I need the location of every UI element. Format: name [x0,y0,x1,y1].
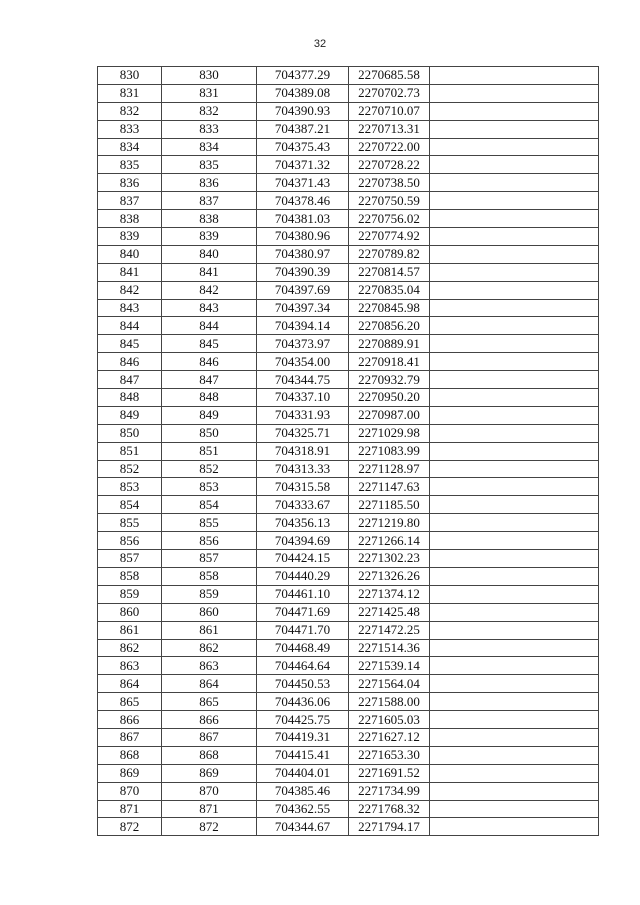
y-coordinate-cell: 2270713.31 [349,120,430,138]
x-coordinate-cell: 704461.10 [257,585,349,603]
x-coordinate-cell: 704436.06 [257,693,349,711]
table-row [98,675,599,693]
note-cell [430,460,599,478]
x-coordinate-cell: 704318.91 [257,442,349,460]
point-number-cell: 857 [98,550,162,568]
note-cell [430,67,599,85]
x-coordinate-cell: 704450.53 [257,675,349,693]
x-coordinate-cell: 704377.29 [257,67,349,85]
point-id-cell: 868 [162,746,257,764]
point-id-cell: 859 [162,585,257,603]
note-cell [430,800,599,818]
note-cell [430,711,599,729]
point-number-cell: 842 [98,281,162,299]
point-number-cell: 838 [98,210,162,228]
point-id-cell: 830 [162,67,257,85]
x-coordinate-cell: 704387.21 [257,120,349,138]
table-row [98,550,599,568]
x-coordinate-cell: 704362.55 [257,800,349,818]
point-id-cell: 840 [162,245,257,263]
note-cell [430,693,599,711]
table-row [98,389,599,407]
x-coordinate-cell: 704375.43 [257,138,349,156]
table-row [98,156,599,174]
point-id-cell: 835 [162,156,257,174]
x-coordinate-cell: 704385.46 [257,782,349,800]
note-cell [430,567,599,585]
point-number-cell: 868 [98,746,162,764]
table-row [98,228,599,246]
note-cell [430,120,599,138]
point-id-cell: 870 [162,782,257,800]
point-id-cell: 851 [162,442,257,460]
table-row [98,424,599,442]
point-number-cell: 856 [98,532,162,550]
table-row [98,84,599,102]
note-cell [430,353,599,371]
point-number-cell: 841 [98,263,162,281]
table-row [98,532,599,550]
point-id-cell: 848 [162,389,257,407]
point-id-cell: 837 [162,192,257,210]
table-row [98,460,599,478]
point-id-cell: 860 [162,603,257,621]
note-cell [430,210,599,228]
table-row [98,585,599,603]
point-number-cell: 833 [98,120,162,138]
table-row [98,67,599,85]
x-coordinate-cell: 704471.69 [257,603,349,621]
y-coordinate-cell: 2271768.32 [349,800,430,818]
x-coordinate-cell: 704371.43 [257,174,349,192]
y-coordinate-cell: 2270987.00 [349,406,430,424]
point-number-cell: 865 [98,693,162,711]
point-id-cell: 846 [162,353,257,371]
table-row [98,406,599,424]
table-row [98,728,599,746]
x-coordinate-cell: 704371.32 [257,156,349,174]
note-cell [430,782,599,800]
point-id-cell: 852 [162,460,257,478]
point-number-cell: 861 [98,621,162,639]
point-id-cell: 844 [162,317,257,335]
table-row [98,818,599,836]
table-row [98,603,599,621]
note-cell [430,818,599,836]
table-row [98,478,599,496]
y-coordinate-cell: 2270722.00 [349,138,430,156]
point-number-cell: 849 [98,406,162,424]
point-number-cell: 831 [98,84,162,102]
table-row [98,657,599,675]
table-row [98,371,599,389]
point-number-cell: 850 [98,424,162,442]
x-coordinate-cell: 704381.03 [257,210,349,228]
point-id-cell: 871 [162,800,257,818]
point-id-cell: 847 [162,371,257,389]
point-number-cell: 859 [98,585,162,603]
y-coordinate-cell: 2271219.80 [349,514,430,532]
table-row [98,102,599,120]
point-id-cell: 865 [162,693,257,711]
point-number-cell: 847 [98,371,162,389]
page-number: 32 [313,38,327,50]
x-coordinate-cell: 704390.39 [257,263,349,281]
point-id-cell: 866 [162,711,257,729]
point-id-cell: 853 [162,478,257,496]
x-coordinate-cell: 704471.70 [257,621,349,639]
y-coordinate-cell: 2270702.73 [349,84,430,102]
x-coordinate-cell: 704424.15 [257,550,349,568]
point-id-cell: 864 [162,675,257,693]
point-number-cell: 871 [98,800,162,818]
x-coordinate-cell: 704380.96 [257,228,349,246]
y-coordinate-cell: 2271266.14 [349,532,430,550]
point-number-cell: 839 [98,228,162,246]
point-number-cell: 863 [98,657,162,675]
x-coordinate-cell: 704354.00 [257,353,349,371]
table-row [98,782,599,800]
point-id-cell: 831 [162,84,257,102]
point-id-cell: 841 [162,263,257,281]
y-coordinate-cell: 2270918.41 [349,353,430,371]
point-number-cell: 846 [98,353,162,371]
table-row [98,263,599,281]
y-coordinate-cell: 2270710.07 [349,102,430,120]
table-row [98,281,599,299]
point-id-cell: 845 [162,335,257,353]
y-coordinate-cell: 2270932.79 [349,371,430,389]
table-row [98,496,599,514]
point-number-cell: 830 [98,67,162,85]
y-coordinate-cell: 2270889.91 [349,335,430,353]
x-coordinate-cell: 704333.67 [257,496,349,514]
note-cell [430,442,599,460]
note-cell [430,639,599,657]
x-coordinate-cell: 704389.08 [257,84,349,102]
table-row [98,353,599,371]
table-row [98,711,599,729]
note-cell [430,156,599,174]
note-cell [430,281,599,299]
y-coordinate-cell: 2271185.50 [349,496,430,514]
table-row [98,442,599,460]
y-coordinate-cell: 2271514.36 [349,639,430,657]
y-coordinate-cell: 2271326.26 [349,567,430,585]
table-row [98,192,599,210]
y-coordinate-cell: 2271691.52 [349,764,430,782]
point-number-cell: 851 [98,442,162,460]
table-row [98,621,599,639]
note-cell [430,371,599,389]
note-cell [430,603,599,621]
note-cell [430,585,599,603]
table-row [98,317,599,335]
x-coordinate-cell: 704397.69 [257,281,349,299]
point-id-cell: 855 [162,514,257,532]
note-cell [430,299,599,317]
point-id-cell: 854 [162,496,257,514]
x-coordinate-cell: 704356.13 [257,514,349,532]
y-coordinate-cell: 2270950.20 [349,389,430,407]
point-id-cell: 862 [162,639,257,657]
x-coordinate-cell: 704415.41 [257,746,349,764]
note-cell [430,263,599,281]
x-coordinate-cell: 704440.29 [257,567,349,585]
point-number-cell: 867 [98,728,162,746]
note-cell [430,746,599,764]
point-number-cell: 869 [98,764,162,782]
y-coordinate-cell: 2271302.23 [349,550,430,568]
point-id-cell: 869 [162,764,257,782]
point-number-cell: 845 [98,335,162,353]
y-coordinate-cell: 2271588.00 [349,693,430,711]
point-id-cell: 856 [162,532,257,550]
x-coordinate-cell: 704344.67 [257,818,349,836]
point-id-cell: 836 [162,174,257,192]
y-coordinate-cell: 2271374.12 [349,585,430,603]
y-coordinate-cell: 2270835.04 [349,281,430,299]
table-row [98,335,599,353]
point-number-cell: 844 [98,317,162,335]
point-id-cell: 872 [162,818,257,836]
y-coordinate-cell: 2271794.17 [349,818,430,836]
note-cell [430,764,599,782]
x-coordinate-cell: 704464.64 [257,657,349,675]
point-number-cell: 855 [98,514,162,532]
note-cell [430,478,599,496]
note-cell [430,532,599,550]
table-row [98,120,599,138]
note-cell [430,675,599,693]
point-id-cell: 861 [162,621,257,639]
point-number-cell: 858 [98,567,162,585]
coordinates-table-body [98,67,599,836]
x-coordinate-cell: 704425.75 [257,711,349,729]
note-cell [430,424,599,442]
y-coordinate-cell: 2270685.58 [349,67,430,85]
coordinates-table [97,66,599,836]
point-id-cell: 833 [162,120,257,138]
point-id-cell: 863 [162,657,257,675]
y-coordinate-cell: 2271734.99 [349,782,430,800]
note-cell [430,102,599,120]
x-coordinate-cell: 704337.10 [257,389,349,407]
note-cell [430,317,599,335]
y-coordinate-cell: 2271147.63 [349,478,430,496]
point-id-cell: 857 [162,550,257,568]
table-row [98,245,599,263]
y-coordinate-cell: 2271128.97 [349,460,430,478]
note-cell [430,514,599,532]
x-coordinate-cell: 704344.75 [257,371,349,389]
x-coordinate-cell: 704380.97 [257,245,349,263]
point-number-cell: 836 [98,174,162,192]
note-cell [430,728,599,746]
point-number-cell: 854 [98,496,162,514]
y-coordinate-cell: 2270789.82 [349,245,430,263]
point-number-cell: 837 [98,192,162,210]
table-row [98,693,599,711]
table-row [98,138,599,156]
point-number-cell: 848 [98,389,162,407]
point-number-cell: 852 [98,460,162,478]
point-number-cell: 872 [98,818,162,836]
y-coordinate-cell: 2270756.02 [349,210,430,228]
y-coordinate-cell: 2271029.98 [349,424,430,442]
table-row [98,174,599,192]
note-cell [430,657,599,675]
y-coordinate-cell: 2271653.30 [349,746,430,764]
point-number-cell: 862 [98,639,162,657]
x-coordinate-cell: 704331.93 [257,406,349,424]
point-id-cell: 842 [162,281,257,299]
table-row [98,764,599,782]
point-id-cell: 850 [162,424,257,442]
y-coordinate-cell: 2271425.48 [349,603,430,621]
note-cell [430,389,599,407]
point-number-cell: 866 [98,711,162,729]
x-coordinate-cell: 704313.33 [257,460,349,478]
point-number-cell: 834 [98,138,162,156]
note-cell [430,550,599,568]
point-id-cell: 839 [162,228,257,246]
y-coordinate-cell: 2271605.03 [349,711,430,729]
y-coordinate-cell: 2271627.12 [349,728,430,746]
x-coordinate-cell: 704378.46 [257,192,349,210]
point-id-cell: 867 [162,728,257,746]
x-coordinate-cell: 704315.58 [257,478,349,496]
x-coordinate-cell: 704468.49 [257,639,349,657]
table-row [98,746,599,764]
point-number-cell: 840 [98,245,162,263]
point-number-cell: 835 [98,156,162,174]
y-coordinate-cell: 2271472.25 [349,621,430,639]
x-coordinate-cell: 704325.71 [257,424,349,442]
table-row [98,800,599,818]
table-row [98,299,599,317]
x-coordinate-cell: 704394.69 [257,532,349,550]
note-cell [430,192,599,210]
table-row [98,514,599,532]
x-coordinate-cell: 704390.93 [257,102,349,120]
note-cell [430,138,599,156]
y-coordinate-cell: 2270750.59 [349,192,430,210]
x-coordinate-cell: 704397.34 [257,299,349,317]
point-number-cell: 832 [98,102,162,120]
y-coordinate-cell: 2270845.98 [349,299,430,317]
point-id-cell: 849 [162,406,257,424]
x-coordinate-cell: 704394.14 [257,317,349,335]
table-row [98,210,599,228]
note-cell [430,245,599,263]
point-id-cell: 843 [162,299,257,317]
table-row [98,639,599,657]
point-number-cell: 853 [98,478,162,496]
point-number-cell: 860 [98,603,162,621]
note-cell [430,228,599,246]
note-cell [430,174,599,192]
y-coordinate-cell: 2270814.57 [349,263,430,281]
note-cell [430,496,599,514]
point-id-cell: 858 [162,567,257,585]
note-cell [430,335,599,353]
note-cell [430,84,599,102]
point-id-cell: 838 [162,210,257,228]
x-coordinate-cell: 704419.31 [257,728,349,746]
point-number-cell: 870 [98,782,162,800]
y-coordinate-cell: 2271083.99 [349,442,430,460]
point-id-cell: 834 [162,138,257,156]
y-coordinate-cell: 2270738.50 [349,174,430,192]
point-number-cell: 843 [98,299,162,317]
table-row [98,567,599,585]
y-coordinate-cell: 2270774.92 [349,228,430,246]
x-coordinate-cell: 704373.97 [257,335,349,353]
note-cell [430,406,599,424]
y-coordinate-cell: 2270728.22 [349,156,430,174]
point-number-cell: 864 [98,675,162,693]
y-coordinate-cell: 2271539.14 [349,657,430,675]
y-coordinate-cell: 2271564.04 [349,675,430,693]
note-cell [430,621,599,639]
x-coordinate-cell: 704404.01 [257,764,349,782]
point-id-cell: 832 [162,102,257,120]
y-coordinate-cell: 2270856.20 [349,317,430,335]
